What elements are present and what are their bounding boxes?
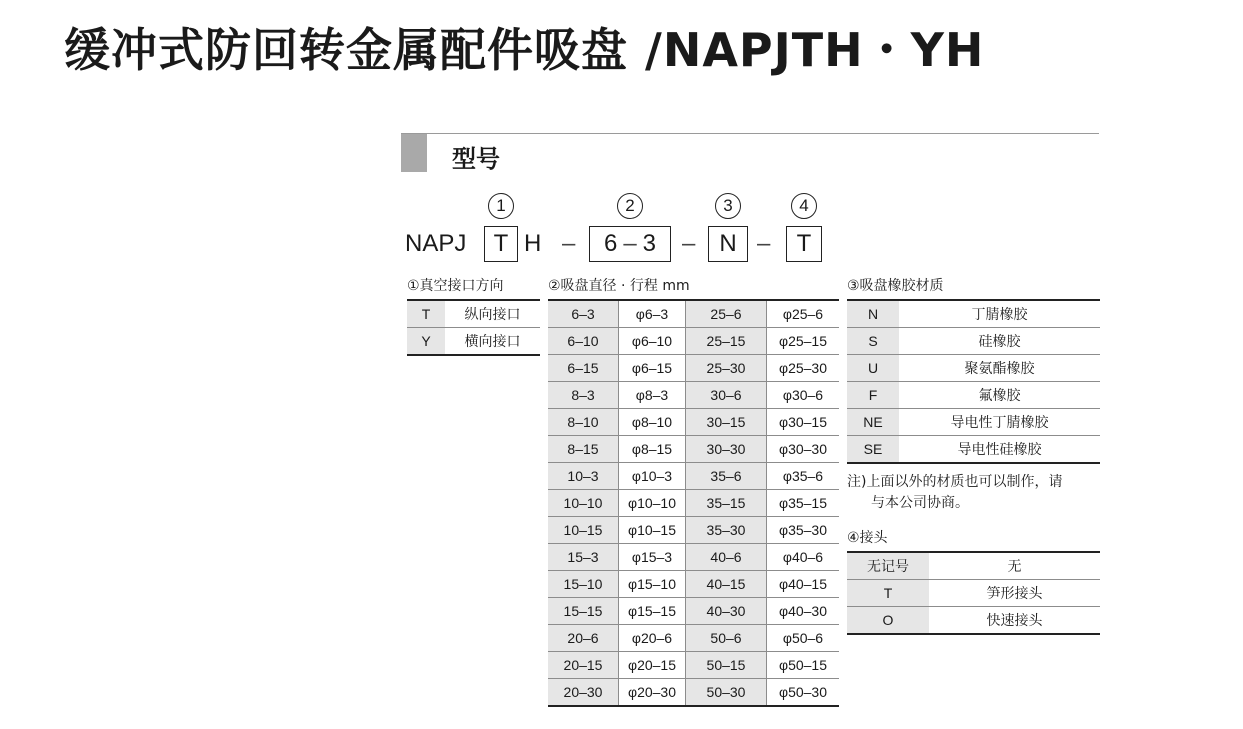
size-dimension: φ25–30: [767, 355, 840, 382]
material-label: 硅橡胶: [899, 328, 1100, 355]
size-dimension: φ6–15: [619, 355, 686, 382]
size-code: 6–15: [548, 355, 619, 382]
marker-2: 2: [617, 193, 643, 219]
table-row: [548, 436, 839, 463]
size-dimension: φ40–30: [767, 598, 840, 625]
material-code: S: [847, 328, 899, 355]
size-code: 20–30: [548, 679, 619, 707]
table-row: [548, 544, 839, 571]
fitting-caption: ④接头: [847, 530, 888, 546]
size-code: 15–15: [548, 598, 619, 625]
size-dimension: φ35–30: [767, 517, 840, 544]
table-row: [548, 409, 839, 436]
table-row: [847, 328, 1100, 355]
size-code: 50–6: [686, 625, 767, 652]
size-dimension: φ25–15: [767, 328, 840, 355]
size-dimension: φ6–10: [619, 328, 686, 355]
table-row: [548, 382, 839, 409]
size-dimension: φ30–15: [767, 409, 840, 436]
size-dimension: φ25–6: [767, 300, 840, 328]
table-row: [407, 300, 540, 328]
size-dimension: φ15–10: [619, 571, 686, 598]
size-code: 50–15: [686, 652, 767, 679]
note-line-1: 注)上面以外的材质也可以制作，请: [847, 474, 1063, 490]
size-code: 25–30: [686, 355, 767, 382]
fitting-label: 快速接头: [929, 607, 1100, 635]
table-row: [548, 625, 839, 652]
orientation-label: 横向接口: [445, 328, 540, 356]
size-dimension: φ15–3: [619, 544, 686, 571]
size-code: 35–30: [686, 517, 767, 544]
size-code: 8–15: [548, 436, 619, 463]
table-row: [847, 607, 1100, 635]
size-dimension: φ20–6: [619, 625, 686, 652]
table-row: [548, 300, 839, 328]
material-caption: ③吸盘橡胶材质: [847, 278, 944, 294]
orientation-code-box: T: [484, 226, 518, 262]
size-dimension: φ30–6: [767, 382, 840, 409]
table-row: [847, 580, 1100, 607]
orientation-table: [407, 299, 540, 356]
material-code-box: N: [708, 226, 748, 262]
model-dash: –: [757, 230, 771, 257]
table-row: [548, 679, 839, 707]
size-caption: ②吸盘直径 · 行程 mm: [548, 278, 690, 294]
orientation-caption: ①真空接口方向: [407, 278, 504, 294]
size-code: 30–15: [686, 409, 767, 436]
table-row: [847, 552, 1100, 580]
size-dash: –: [623, 230, 637, 257]
size-code: 40–30: [686, 598, 767, 625]
size-table: [548, 299, 839, 707]
size-dimension: φ20–30: [619, 679, 686, 707]
size-dimension: φ35–15: [767, 490, 840, 517]
note-line-2: 与本公司协商。: [871, 495, 969, 511]
orientation-code: Y: [407, 328, 445, 356]
material-note: [847, 472, 1103, 514]
model-dash: –: [562, 230, 576, 257]
size-code-box: [589, 226, 671, 262]
size-dimension: φ6–3: [619, 300, 686, 328]
size-code: 6–3: [548, 300, 619, 328]
size-code: 8–3: [548, 382, 619, 409]
table-row: [548, 517, 839, 544]
size-code: 25–6: [686, 300, 767, 328]
model-code: [0, 226, 900, 262]
stroke-value: 3: [642, 230, 657, 257]
size-dimension: φ50–6: [767, 625, 840, 652]
model-dash: –: [682, 230, 696, 257]
size-dimension: φ50–15: [767, 652, 840, 679]
size-dimension: φ40–15: [767, 571, 840, 598]
orientation-code: T: [407, 300, 445, 328]
table-row: [548, 463, 839, 490]
size-code: 10–10: [548, 490, 619, 517]
size-code: 40–6: [686, 544, 767, 571]
material-code: U: [847, 355, 899, 382]
table-row: [847, 382, 1100, 409]
fitting-code: T: [847, 580, 929, 607]
fitting-code: 无记号: [847, 552, 929, 580]
size-code: 30–6: [686, 382, 767, 409]
table-row: [548, 598, 839, 625]
fitting-label: 无: [929, 552, 1100, 580]
size-code: 35–6: [686, 463, 767, 490]
size-code: 35–15: [686, 490, 767, 517]
fitting-label: 笋形接头: [929, 580, 1100, 607]
size-code: 25–15: [686, 328, 767, 355]
size-code: 15–3: [548, 544, 619, 571]
material-code: SE: [847, 436, 899, 464]
size-dimension: φ8–10: [619, 409, 686, 436]
size-dimension: φ20–15: [619, 652, 686, 679]
size-dimension: φ10–15: [619, 517, 686, 544]
size-code: 20–6: [548, 625, 619, 652]
material-label: 氟橡胶: [899, 382, 1100, 409]
fitting-code-box: T: [786, 226, 822, 262]
table-row: [548, 355, 839, 382]
table-row: [407, 328, 540, 356]
size-code: 10–15: [548, 517, 619, 544]
size-dimension: φ15–15: [619, 598, 686, 625]
size-dimension: φ8–3: [619, 382, 686, 409]
material-code: F: [847, 382, 899, 409]
size-code: 20–15: [548, 652, 619, 679]
fitting-table: [847, 551, 1100, 635]
size-code: 8–10: [548, 409, 619, 436]
size-code: 10–3: [548, 463, 619, 490]
material-code: N: [847, 300, 899, 328]
page-title: 缓冲式防回转金属配件吸盘 /NAPJTH・YH: [64, 23, 985, 77]
marker-4: 4: [791, 193, 817, 219]
marker-1: 1: [488, 193, 514, 219]
model-h-letter: H: [524, 230, 542, 257]
orientation-label: 纵向接口: [445, 300, 540, 328]
size-code: 50–30: [686, 679, 767, 707]
fitting-code: O: [847, 607, 929, 635]
size-dimension: φ8–15: [619, 436, 686, 463]
table-row: [847, 436, 1100, 464]
size-dimension: φ10–10: [619, 490, 686, 517]
table-row: [548, 571, 839, 598]
table-row: [847, 355, 1100, 382]
size-code: 15–10: [548, 571, 619, 598]
model-prefix: NAPJ: [405, 230, 467, 257]
material-label: 导电性硅橡胶: [899, 436, 1100, 464]
size-dimension: φ35–6: [767, 463, 840, 490]
material-code: NE: [847, 409, 899, 436]
section-heading: 型号: [452, 145, 500, 173]
section-divider: [401, 133, 1099, 134]
size-code: 6–10: [548, 328, 619, 355]
size-dimension: φ50–30: [767, 679, 840, 707]
material-label: 丁腈橡胶: [899, 300, 1100, 328]
marker-3: 3: [715, 193, 741, 219]
material-label: 导电性丁腈橡胶: [899, 409, 1100, 436]
size-dimension: φ30–30: [767, 436, 840, 463]
table-row: [548, 490, 839, 517]
size-dimension: φ40–6: [767, 544, 840, 571]
size-dimension: φ10–3: [619, 463, 686, 490]
material-label: 聚氨酯橡胶: [899, 355, 1100, 382]
size-code: 40–15: [686, 571, 767, 598]
diameter-value: 6: [603, 230, 618, 257]
table-row: [548, 328, 839, 355]
size-code: 30–30: [686, 436, 767, 463]
table-row: [847, 409, 1100, 436]
material-table: [847, 299, 1100, 464]
table-row: [548, 652, 839, 679]
table-row: [847, 300, 1100, 328]
section-marker-block: [401, 134, 427, 172]
